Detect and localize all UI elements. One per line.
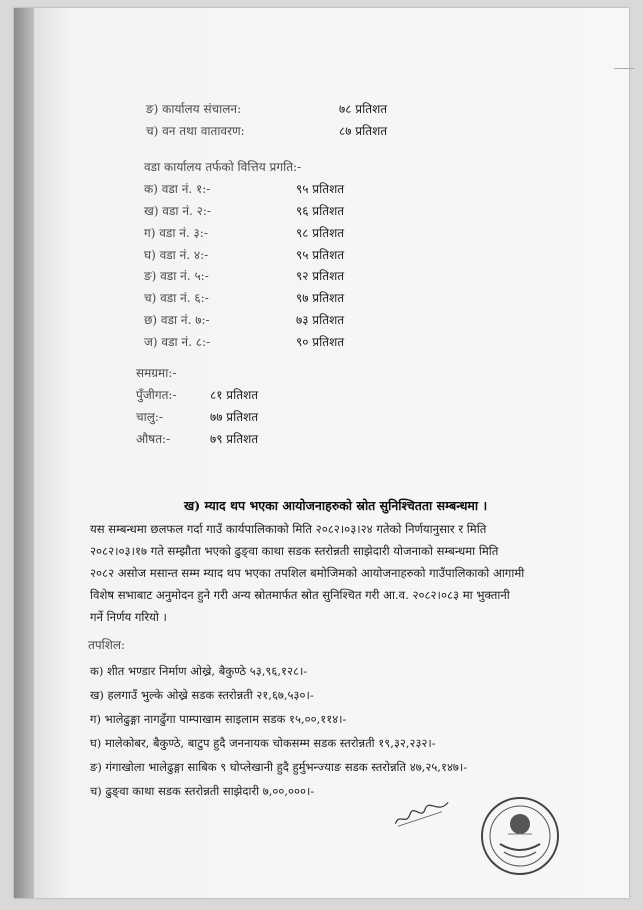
project-item: क) शीत भण्डार निर्माण ओख्रे, बैकुण्ठे ५३,९६,१२८।- bbox=[90, 664, 308, 678]
summary-heading: समग्रमा:- bbox=[136, 366, 177, 380]
ward-label: ङ) वडा नं. ५:- bbox=[144, 269, 209, 283]
item-label: च) वन तथा वातावरण: bbox=[146, 124, 245, 138]
ward-label: च) वडा नं. ६:- bbox=[144, 291, 209, 305]
ward-value: ९५ प्रतिशत bbox=[296, 182, 345, 196]
ward-heading: वडा कार्यालय तर्फको वित्तिय प्रगति:- bbox=[144, 160, 302, 174]
paragraph-line: यस सम्बन्धमा छलफल गर्दा गाउँ कार्यपालिकाको मिति २०८२।०३।२४ गतेको निर्णयानुसार र मिति bbox=[90, 522, 487, 536]
summary-value: ७७ प्रतिशत bbox=[210, 410, 259, 424]
section-heading: ख) म्याद थप भएका आयोजनाहरुको स्रोत सुनिश्चितता सम्बन्धमा । bbox=[184, 498, 488, 513]
project-item: ग) भालेढुङ्गा नागढुँगा पाम्पाखाम साइलाम सडक १५,००,११४।- bbox=[90, 712, 347, 726]
project-item: घ) मालेकोबर, बैकुण्ठे, बाटुप हुदै जननायक चोकसम्म सडक स्तरोन्नती १९,३२,२३२।- bbox=[90, 736, 436, 750]
project-item: च) ढुङ्वा काथा सडक स्तरोन्नती साझेदारी ७,००,०००।- bbox=[90, 784, 315, 798]
ward-value: ९६ प्रतिशत bbox=[296, 204, 345, 218]
ward-value: ९२ प्रतिशत bbox=[296, 269, 345, 283]
document-page bbox=[14, 8, 629, 898]
ward-label: क) वडा नं. १:- bbox=[144, 182, 211, 196]
item-value: ७८ प्रतिशत bbox=[339, 102, 388, 116]
ward-label: ज) वडा नं. ८:- bbox=[144, 335, 211, 349]
summary-label: औषत:- bbox=[136, 432, 171, 446]
ward-value: ९७ प्रतिशत bbox=[296, 291, 345, 305]
summary-label: पुँजीगत:- bbox=[136, 388, 177, 402]
item-label: ङ) कार्यालय संचालन: bbox=[146, 102, 242, 116]
ward-value: ९५ प्रतिशत bbox=[296, 248, 345, 262]
paragraph-line: २०८२।०३।१७ गते सम्झौता भएको ढुङ्वा काथा सडक स्तरोन्नती साझेदारी योजनाको सम्बन्धमा मिति bbox=[90, 544, 499, 558]
project-item: ख) हलगाउँ भुल्के ओख्रे सडक स्तरोन्नती २१,६७,५३०।- bbox=[90, 688, 314, 702]
ward-label: ख) वडा नं. २:- bbox=[144, 204, 211, 218]
ward-label: छ) वडा नं. ७:- bbox=[144, 313, 210, 327]
signature-icon bbox=[391, 798, 454, 830]
paragraph-line: गर्ने निर्णय गरियो । bbox=[90, 610, 167, 624]
paragraph-line: २०८२ असोज मसान्त सम्म म्याद थप भएका तपशिल बमोजिमको आयोजनाहरुको गाउँपालिकाको आगामी bbox=[90, 566, 525, 580]
ward-value: ९८ प्रतिशत bbox=[296, 226, 345, 240]
ward-label: ग) वडा नं. ३:- bbox=[144, 226, 208, 240]
ward-label: घ) वडा नं. ४:- bbox=[144, 248, 209, 262]
paragraph-line: विशेष सभाबाट अनुमोदन हुने गरी अन्य स्रोतमार्फत स्रोत सुनिश्चित गरी आ.व. २०८२।०८३ मा भुक्तानी bbox=[90, 588, 510, 602]
scan-shadow bbox=[14, 8, 34, 898]
summary-label: चालु:- bbox=[136, 410, 163, 424]
ward-value: ७३ प्रतिशत bbox=[296, 313, 345, 327]
item-value: ८७ प्रतिशत bbox=[339, 124, 388, 138]
ward-value: ९० प्रतिशत bbox=[296, 335, 345, 349]
project-item: ङ) गंगाखोला भालेढुङ्गा साबिक ९ घोप्लेखानी हुदै हुर्मुभन्ज्याङ सडक स्तरोन्नति ४७,२५,१४७।- bbox=[90, 760, 468, 774]
summary-value: ७९ प्रतिशत bbox=[210, 432, 259, 446]
margin-mark bbox=[614, 68, 634, 69]
summary-value: ८१ प्रतिशत bbox=[210, 388, 259, 402]
official-seal-icon bbox=[478, 794, 562, 878]
tapsil-label: तपशिल: bbox=[88, 638, 126, 652]
